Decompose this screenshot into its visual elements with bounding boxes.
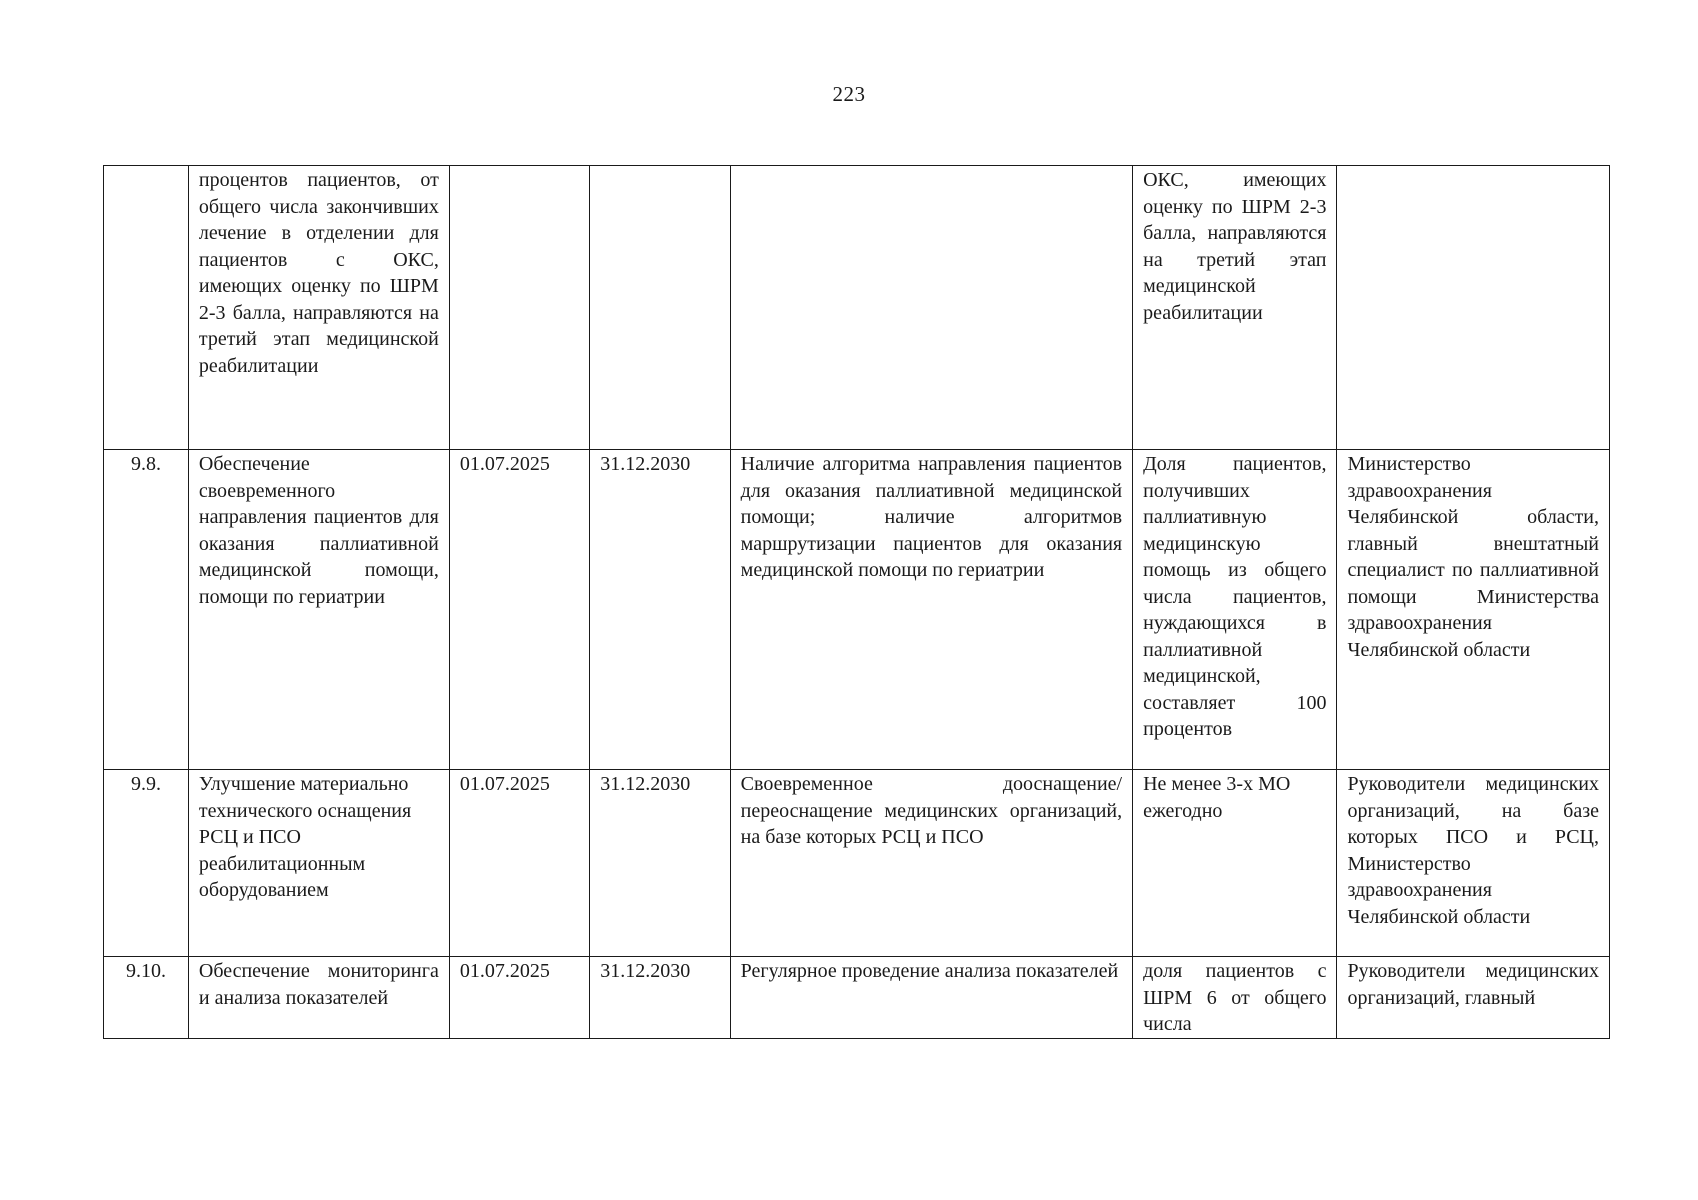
result-cell: Наличие алгоритма направления пациентов для оказания паллиативной медицинской помощи; наличие алгоритмов маршрутизации пациентов для оказания медицинской помощи по гериатрии [730, 450, 1132, 770]
row-number: 9.10. [104, 957, 189, 1039]
row-number: 9.9. [104, 770, 189, 957]
start-date [449, 166, 589, 450]
start-date: 01.07.2025 [449, 957, 589, 1039]
row-number [104, 166, 189, 450]
start-date: 01.07.2025 [449, 770, 589, 957]
result-cell [730, 166, 1132, 450]
end-date: 31.12.2030 [590, 957, 730, 1039]
event-cell: Обеспечение своевременного направления пациентов для оказания паллиативной медицинской помощи, помощи по гериатрии [188, 450, 449, 770]
table-row [104, 166, 1610, 450]
start-date: 01.07.2025 [449, 450, 589, 770]
indicator-cell: Не менее 3-х МО ежегодно [1133, 770, 1337, 957]
row-number: 9.8. [104, 450, 189, 770]
end-date [590, 166, 730, 450]
indicator-cell: ОКС, имеющих оценку по ШРМ 2-3 балла, направляются на третий этап медицинской реабилитации [1133, 166, 1337, 450]
event-cell: процентов пациентов, от общего числа закончивших лечение в отделении для пациентов с ОКС, имеющих оценку по ШРМ 2-3 балла, направляются на третий этап медицинской реабилитации [188, 166, 449, 450]
page-number: 223 [832, 82, 866, 106]
event-cell: Обеспечение мониторинга и анализа показателей [188, 957, 449, 1039]
table-row [104, 450, 1610, 770]
result-cell: Своевременное дооснащение/переоснащение медицинских организаций, на базе которых РСЦ и ПСО [730, 770, 1132, 957]
responsible-cell: Руководители медицинских организаций, главный [1337, 957, 1610, 1039]
responsible-cell [1337, 166, 1610, 450]
end-date: 31.12.2030 [590, 770, 730, 957]
result-cell: Регулярное проведение анализа показателей [730, 957, 1132, 1039]
table-row [104, 770, 1610, 957]
indicator-cell: Доля пациентов, получивших паллиативную медицинскую помощь из общего числа пациентов, нуждающихся в паллиативной медицинской, составляет 100 процентов [1133, 450, 1337, 770]
responsible-cell: Руководители медицинских организаций, на базе которых ПСО и РСЦ, Министерство здравоохранения Челябинской области [1337, 770, 1610, 957]
responsible-cell: Министерство здравоохранения Челябинской области, главный внештатный специалист по паллиативной помощи Министерства здравоохранения Челябинской области [1337, 450, 1610, 770]
end-date: 31.12.2030 [590, 450, 730, 770]
table-row [104, 957, 1610, 1039]
measures-table [103, 165, 1610, 1039]
event-cell: Улучшение материально технического оснащения РСЦ и ПСО реабилитационным оборудованием [188, 770, 449, 957]
indicator-cell: доля пациентов с ШРМ 6 от общего числа [1133, 957, 1337, 1039]
